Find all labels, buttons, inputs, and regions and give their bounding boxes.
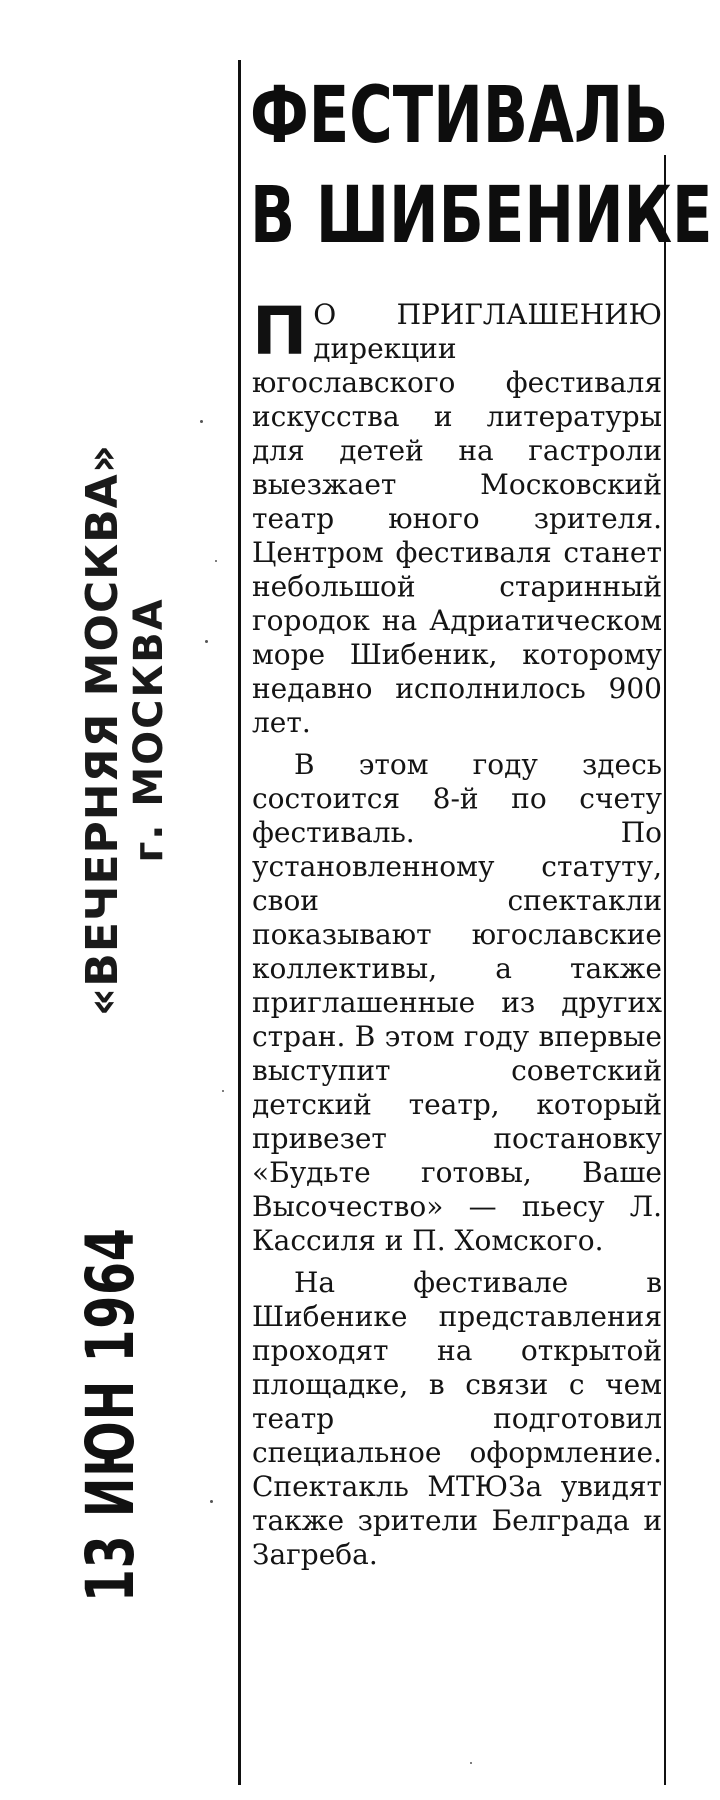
- column-rule-left: [238, 60, 241, 1785]
- stamp-city: г. МОСКВА: [126, 597, 173, 863]
- scan-speckle: [205, 640, 208, 643]
- article-paragraph-3: На фестивале в Шибенике представления проходят на открытой площадке, в связи с чем театр подготовил специальное оформление. Спектакль МТЮЗа увидят также зрители Белграда и Загреба.: [252, 1266, 662, 1571]
- date-stamp: [60, 1227, 160, 1603]
- newspaper-stamp-rotated: [65, 443, 185, 1017]
- scan-speckle: [215, 560, 217, 562]
- scan-speckle: [200, 420, 203, 423]
- article-paragraph-2: В этом году здесь состоится 8-й по счету фестиваль. По установленному статуту, свои спектакли показывают югославские коллективы, а также приглашенные из других стран. В этом году впервые выступит советский детский театр, который привезет постановку «Будьте готовы, Ваше Высочество» — пьесу Л. Кассиля и П. Хомского.: [252, 748, 662, 1257]
- stamp-newspaper-name: «ВЕЧЕРНЯЯ МОСКВА»: [76, 443, 128, 1017]
- drop-cap: П: [252, 293, 308, 370]
- article-headline: [250, 66, 713, 266]
- newspaper-stamp: [65, 443, 185, 1017]
- scan-speckle: [222, 1090, 224, 1092]
- article-paragraph-1: [252, 293, 662, 740]
- paragraph-1-text: О ПРИГЛАШЕНИЮ дирекции югославского фестиваля искусства и литературы для детей на гастроли выезжает Московский театр юного зрителя. Центром фестиваля станет небольшой старинный городок на Адриатическом море Шибеник, которому недавно исполнилось 900 лет.: [252, 298, 662, 739]
- scan-speckle: [210, 1500, 213, 1503]
- article-body: [252, 293, 662, 1580]
- stamp-date: 13 ИЮН 1964: [71, 1227, 149, 1603]
- column-rule-right: [664, 155, 666, 1785]
- headline-line-1: ФЕСТИВАЛЬ: [250, 71, 669, 161]
- scan-speckle: [470, 1762, 472, 1764]
- headline-line-2: В ШИБЕНИКЕ: [250, 171, 713, 261]
- date-stamp-rotated: [65, 1227, 155, 1603]
